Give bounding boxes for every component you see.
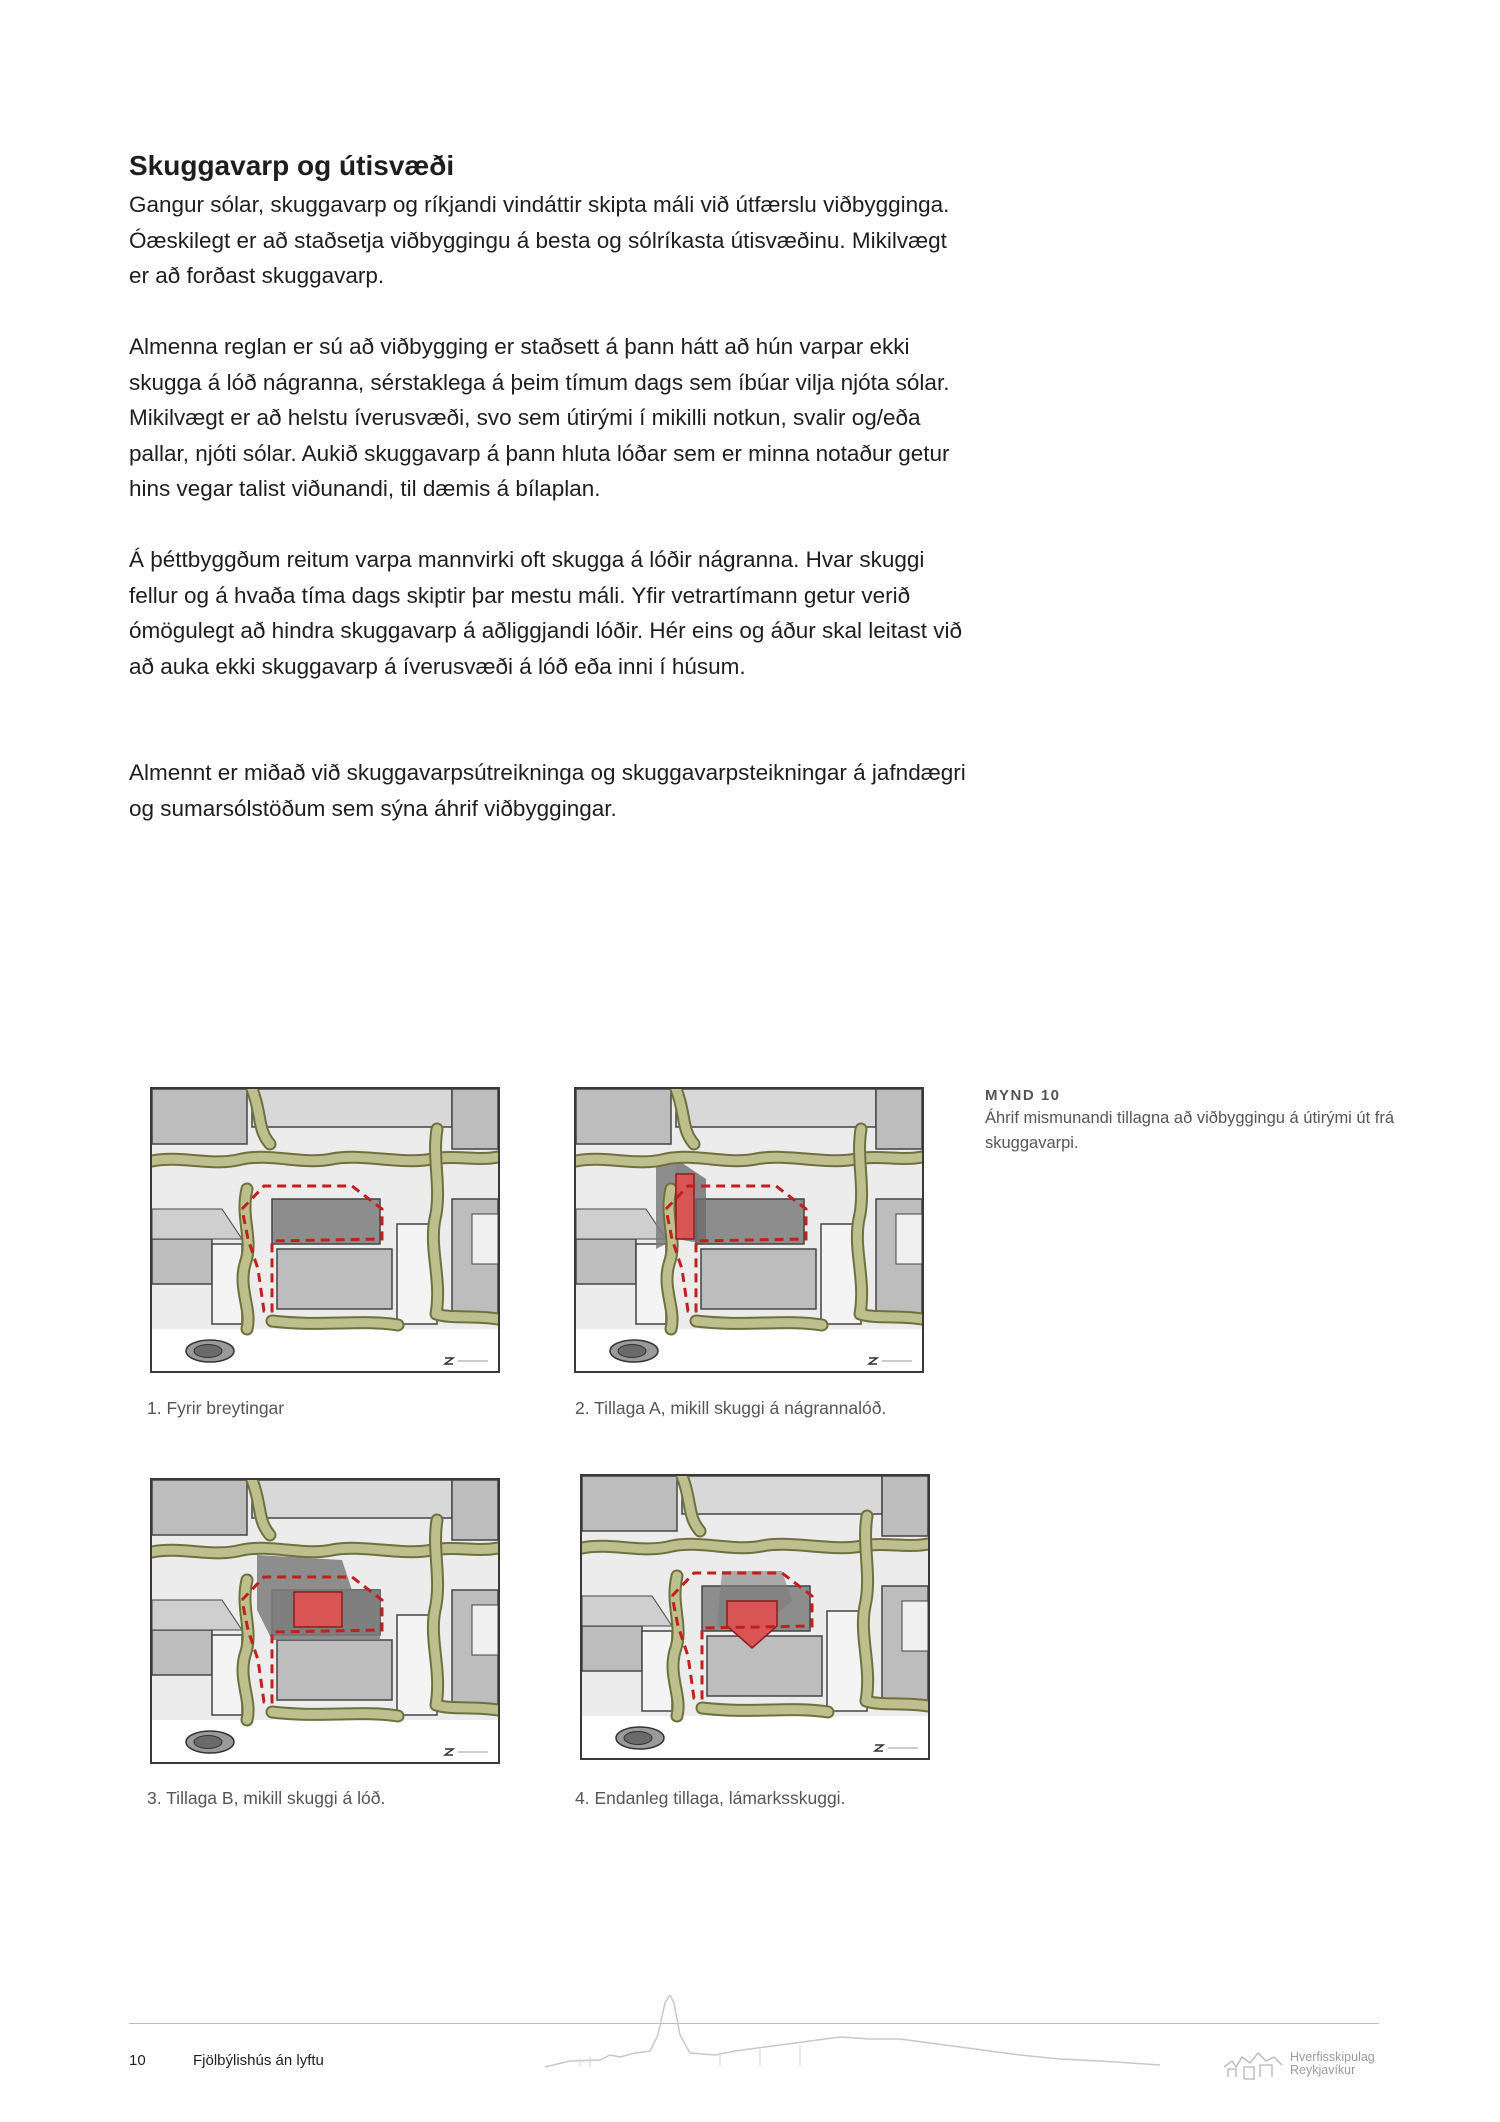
paragraph-sun-path: Gangur sólar, skuggavarp og ríkjandi vindáttir skipta máli við útfærslu viðbygginga. Óæskilegt er að staðsetja viðbyggingu á besta og sólríkasta útisvæðinu. Mikilvægt er að forðast skuggavarp. bbox=[129, 192, 950, 288]
figure-caption: Áhrif mismunandi tillagna að viðbyggingu á útirými út frá skuggavarpi. bbox=[985, 1109, 1395, 1152]
car-icon bbox=[186, 1731, 234, 1753]
figure-label: MYND 10 bbox=[985, 1087, 1061, 1104]
diagram-panel-final bbox=[580, 1474, 930, 1760]
car-icon bbox=[186, 1340, 234, 1362]
brand-text bbox=[1290, 2051, 1375, 2077]
panel-caption-final: 4. Endanleg tillaga, lámarksskuggi. bbox=[575, 1788, 846, 1808]
skyline-icon bbox=[540, 1995, 1170, 2075]
diagram-panel-before bbox=[150, 1087, 500, 1373]
diagram-panel-proposal-a bbox=[574, 1087, 924, 1373]
panel-caption-proposal-a: 2. Tillaga A, mikill skuggi á nágrannalóð. bbox=[575, 1398, 887, 1418]
brand-line-1: Hverfisskipulag bbox=[1290, 2050, 1375, 2064]
section-heading: Skuggavarp og útisvæði bbox=[129, 150, 455, 181]
car-icon bbox=[616, 1727, 664, 1749]
document-title: Fjölbýlishús án lyftu bbox=[193, 2052, 324, 2069]
paragraph-general-rule: Almenna reglan er sú að viðbygging er staðsett á þann hátt að hún varpar ekki skugga á lóð nágranna, sérstaklega á þeim tímum dags sem íbúar vilja njóta sólar. Mikilvægt er að helstu íverusvæði, svo sem útirými í mikilli notkun, svalir og/eða pallar, njóti sólar. Aukið skuggavarp á þann hluta lóðar sem er minna notaður getur hins vegar talist viðunandi, til dæmis á bílaplan. bbox=[129, 334, 950, 501]
car-icon bbox=[610, 1340, 658, 1362]
figure-caption-block bbox=[985, 1087, 1405, 1156]
paragraph-dense-areas: Á þéttbyggðum reitum varpa mannvirki oft skugga á lóðir nágranna. Hvar skuggi fellur og á hvaða tíma dags skiptir þar mestu máli. Yfir vetrartímann getur verið ómögulegt að hindra skuggavarp á aðliggjandi lóðir. Hér eins og áður skal leitast við að auka ekki skuggavarp á íverusvæði á lóð eða inni í húsum. bbox=[129, 547, 963, 679]
diagram-panel-proposal-b bbox=[150, 1478, 500, 1764]
panel-caption-before: 1. Fyrir breytingar bbox=[147, 1398, 285, 1418]
brand-line-2: Reykjavíkur bbox=[1290, 2063, 1356, 2077]
brand-logo-icon bbox=[1222, 2047, 1284, 2081]
brand bbox=[1222, 2047, 1375, 2081]
page-number: 10 bbox=[129, 2052, 146, 2069]
panel-caption-proposal-b: 3. Tillaga B, mikill skuggi á lóð. bbox=[147, 1788, 386, 1808]
paragraph-calculations: Almennt er miðað við skuggavarpsútreikninga og skuggavarpsteikningar á jafndægri og sumarsólstöðum sem sýna áhrif viðbyggingar. bbox=[129, 760, 966, 821]
